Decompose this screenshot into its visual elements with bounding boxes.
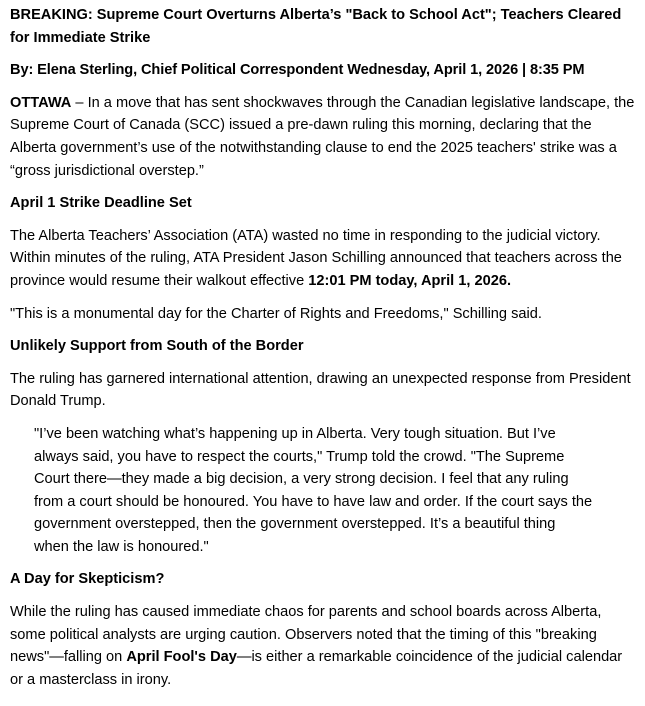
strike-deadline-text: The Alberta Teachers’ Association (ATA) wasted no time in responding to the judicial victory. Within minutes of the ruling, ATA President Jason Schilling announced that teachers across the province would resume their walkout effective [10,227,622,289]
lede-text: – In a move that has sent shockwaves through the Canadian legislative landscape, the Supreme Court of Canada (SCC) issued a pre-dawn ruling this morning, declaring that the Alberta government’s use of the notwithstanding clause to end the 2025 teachers' strike was a “gross jurisdictional overstep.” [10,94,635,179]
schilling-quote: "This is a monumental day for the Charter of Rights and Freedoms," Schilling said. [10,305,542,322]
lede-paragraph [10,92,635,182]
strike-deadline-paragraph [10,225,635,293]
byline: By: Elena Sterling, Chief Political Correspondent Wednesday, April 1, 2026 | 8:35 PM [10,62,585,79]
section-heading-strike-deadline: April 1 Strike Deadline Set [10,195,192,212]
section-heading-south-support: Unlikely Support from South of the Border [10,338,304,355]
skepticism-text-start: While the ruling has caused immediate chaos for parents and school boards across Alberta, some political analysts are urging caution. Observers noted that the timing of this "breaking news"—falling on [10,604,602,666]
strike-deadline-time: 12:01 PM today, April 1, 2026. [308,272,512,289]
april-fools-day: April Fool's Day [126,649,237,666]
section-heading-skepticism: A Day for Skepticism? [10,571,165,588]
dateline: OTTAWA [10,94,72,111]
skepticism-paragraph [10,601,635,691]
trump-blockquote: "I’ve been watching what’s happening up in Alberta. Very tough situation. But I’ve always said, you have to respect the courts," Trump told the crowd. "The Supreme Court there—they made a big decision, a very strong decision. I feel that any ruling from a court should be honoured. You have to have law and order. If the court says the government overstepped, then the government overstepped. It’s a beautiful thing when the law is honoured." [34,425,593,555]
skepticism-text-end: —is either a remarkable coincidence of the judicial calendar or a masterclass in irony. [10,649,623,688]
headline: BREAKING: Supreme Court Overturns Alberta’s "Back to School Act"; Teachers Cleared for Immediate Strike [10,7,622,46]
trump-intro-paragraph: The ruling has garnered international attention, drawing an unexpected response from President Donald Trump. [10,370,631,410]
